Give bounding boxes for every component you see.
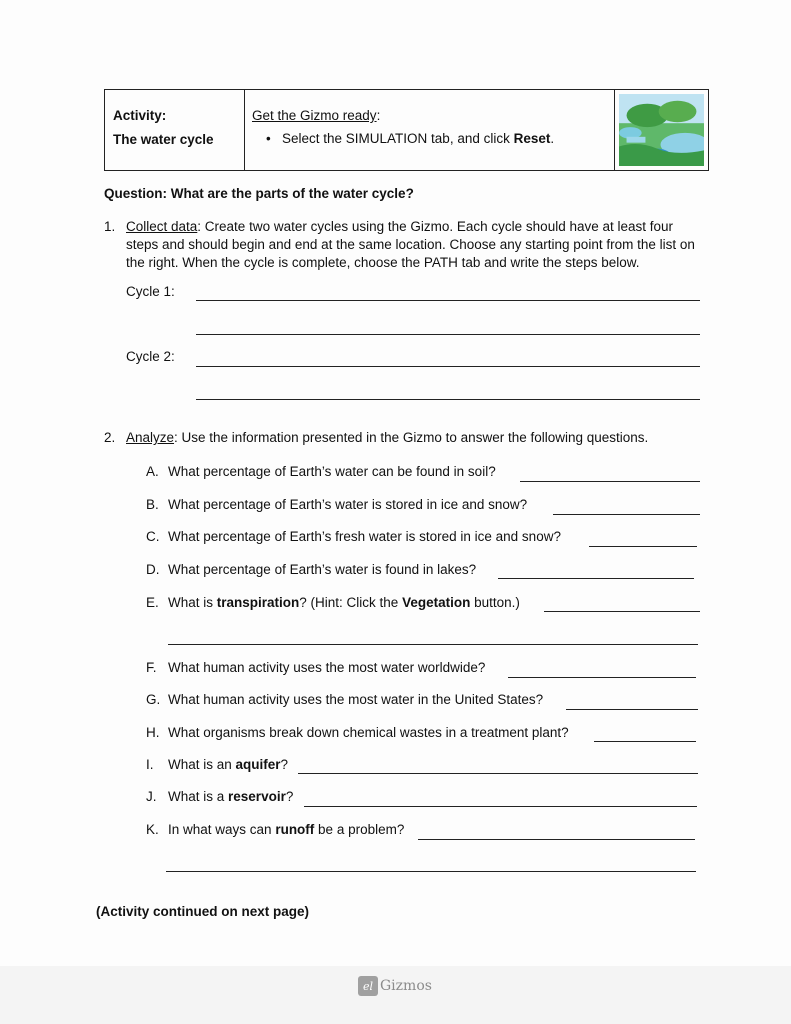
question-2h: H. What organisms break down chemical wastes in a treatment plant?: [146, 725, 569, 740]
answer-line-i[interactable]: [298, 773, 698, 774]
question-1-number: 1.: [104, 219, 116, 234]
question-2d: D. What percentage of Earth’s water is found in lakes?: [146, 562, 477, 577]
answer-line-f[interactable]: [508, 677, 696, 678]
question-2-text: : Use the information presented in the Gizmo to answer the following questions.: [174, 430, 649, 445]
answer-line-e-1[interactable]: [544, 611, 700, 612]
continued-note: (Activity continued on next page): [96, 904, 310, 919]
question-2c: C. What percentage of Earth’s fresh water is stored in ice and snow?: [146, 529, 561, 544]
question-2i: I. What is an aquifer?: [146, 757, 289, 772]
cycle-1-answer-line-2[interactable]: [196, 334, 700, 335]
question-2-number: 2.: [104, 430, 116, 445]
water-cycle-thumbnail: [615, 90, 708, 170]
gizmo-ready-cell: [245, 90, 615, 170]
gizmos-logo-icon: el: [358, 976, 378, 996]
question-2b: B. What percentage of Earth’s water is stored in ice and snow?: [146, 497, 528, 512]
activity-name: The water cycle: [113, 132, 214, 147]
activity-cell: [105, 90, 245, 170]
answer-line-j[interactable]: [304, 806, 697, 807]
answer-line-k-1[interactable]: [418, 839, 695, 840]
answer-line-k-2[interactable]: [166, 871, 696, 872]
answer-line-b[interactable]: [553, 514, 700, 515]
question-2e: E. What is transpiration? (Hint: Click the Vegetation button.): [146, 595, 520, 610]
answer-line-g[interactable]: [566, 709, 698, 710]
cycle-2-answer-line-2[interactable]: [196, 399, 700, 400]
answer-line-a[interactable]: [520, 481, 700, 482]
setup-instruction: • Select the SIMULATION tab, and click Reset.: [266, 131, 555, 146]
cycle-2-answer-line-1[interactable]: [196, 366, 700, 367]
question-2: [104, 430, 648, 445]
landscape-icon: [619, 94, 704, 166]
cycle-1-label: Cycle 1:: [126, 284, 175, 299]
question-1-text: : Create two water cycles using the Gizmo. Each cycle should have at least four steps and should begin and end at the same location. Choose any starting point from the list on the right. When the cycle is complete, choose the PATH tab and write the steps below.: [126, 219, 695, 270]
main-question: Question: What are the parts of the water cycle?: [104, 186, 414, 201]
question-2a: A. What percentage of Earth’s water can be found in soil?: [146, 464, 496, 479]
answer-line-e-2[interactable]: [168, 644, 698, 645]
cycle-2-label: Cycle 2:: [126, 349, 175, 364]
question-2-lead: Analyze: [126, 430, 175, 445]
answer-line-d[interactable]: [498, 578, 694, 579]
bullet-icon: •: [266, 131, 271, 146]
question-2j: J. What is a reservoir?: [146, 789, 294, 804]
question-2f: F. What human activity uses the most water worldwide?: [146, 660, 486, 675]
question-2g: G. What human activity uses the most water in the United States?: [146, 692, 544, 707]
cycle-1-answer-line-1[interactable]: [196, 300, 700, 301]
question-1: [104, 218, 704, 272]
activity-label: Activity:: [113, 108, 167, 123]
question-2k: K. In what ways can runoff be a problem?: [146, 822, 405, 837]
answer-line-c[interactable]: [589, 546, 697, 547]
question-1-lead: Collect data: [126, 219, 198, 234]
answer-line-h[interactable]: [594, 741, 696, 742]
footer-logo: [358, 976, 432, 996]
activity-header-table: [104, 89, 709, 171]
gizmo-ready-heading: Get the Gizmo ready:: [252, 108, 381, 123]
footer-brand: Gizmos: [380, 978, 432, 994]
